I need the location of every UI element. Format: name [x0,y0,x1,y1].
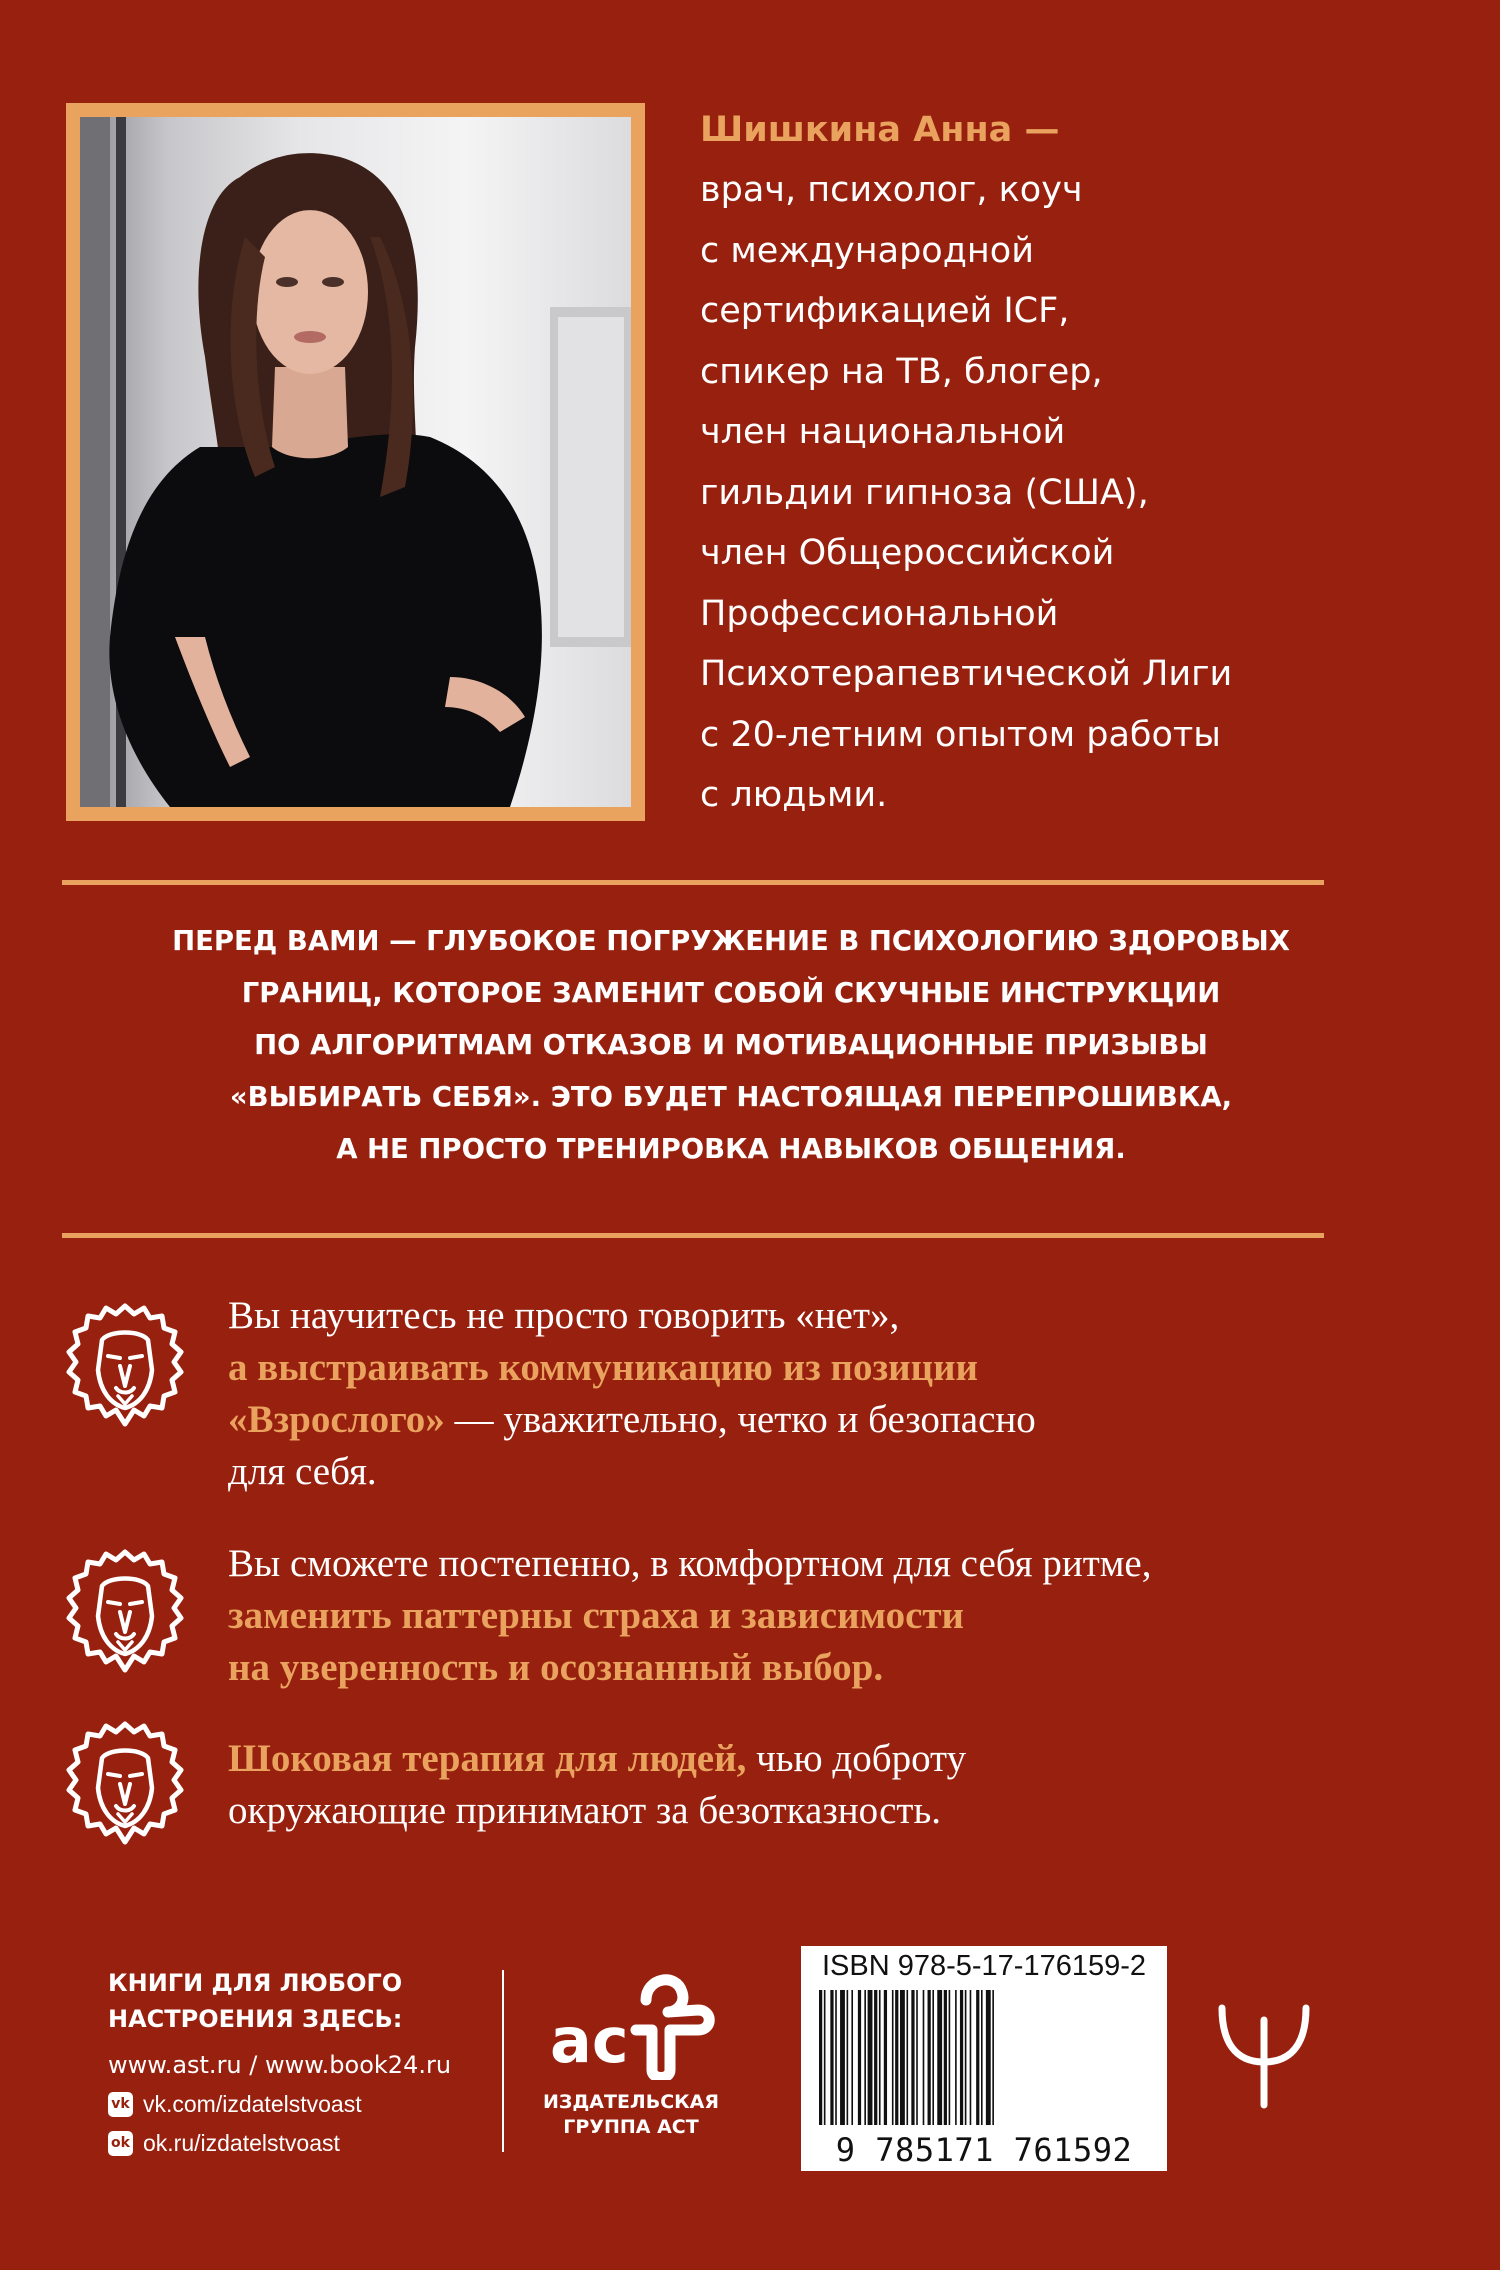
barcode-bar [824,1990,826,2125]
bio-line: сертификацией ICF, [700,291,1070,331]
lion-icon [64,1300,186,1430]
feature-text [228,1733,1428,1837]
website-links[interactable]: www.ast.ru / www.book24.ru [108,2051,452,2079]
barcode-bar [884,1990,887,2125]
barcode-bar [900,1990,905,2125]
links-heading: КНИГИ ДЛЯ ЛЮБОГО [108,1969,403,1997]
barcode-bar [965,1990,967,2125]
lion-icon [64,1718,186,1848]
divider-top [62,880,1324,885]
vk-link-text: vk.com/izdatelstvoast [143,2091,362,2117]
feature-highlight: а выстраивать коммуникацию из позиции [228,1346,979,1389]
feature-line [228,1733,1428,1785]
feature-line [228,1394,1428,1446]
barcode-bar [955,1990,957,2125]
bio-line: член национальной [700,412,1066,452]
author-photo-frame [66,103,645,821]
feature-line: Вы научитесь не просто говорить «нет», [228,1294,900,1337]
barcode-bar [986,1990,991,2125]
bio-line: спикер на ТВ, блогер, [700,351,1103,392]
barcode-bar [923,1990,925,2125]
feature-line: Вы сможете постепенно, в комфортном для себя ритме, [228,1542,1152,1585]
vk-icon: vk [108,2092,133,2117]
author-photo [80,117,631,807]
barcode-bar [892,1990,894,2125]
barcode-bar [937,1990,942,2125]
author-bio [700,100,1460,826]
feature-line-rest: — уважительно, четко и безопасно [444,1398,1036,1441]
author-portrait-image [80,117,631,807]
barcode-bar [879,1990,881,2125]
bio-line: Психотерапевтической Лиги [700,654,1233,694]
feature-highlight: заменить паттерны страха и зависимости [228,1594,965,1637]
bio-line: с людьми. [700,775,888,815]
barcode-bar [992,1990,994,2125]
barcode-bar [960,1990,963,2125]
intro-line: А НЕ ПРОСТО ТРЕНИРОВКА НАВЫКОВ ОБЩЕНИЯ. [336,1133,1126,1165]
barcode-bar [928,1990,931,2125]
feature-line: для себя. [228,1450,377,1493]
feature-line-rest: чью доброту [746,1737,967,1780]
isbn-barcode [801,1946,1167,2171]
feature-text [228,1538,1428,1694]
ok-link[interactable] [108,2130,508,2157]
publisher-name: ГРУППА АСТ [563,2116,699,2138]
barcode-bar [906,1990,908,2125]
isbn-number: ISBN 978-5-17-176159-2 [821,1950,1147,1982]
divider-bottom [62,1233,1324,1238]
ok-icon: ok [108,2131,133,2156]
feature-highlight: на уверенность и осознанный выбор. [228,1646,884,1689]
barcode-bar [970,1990,972,2125]
psi-symbol-icon [1214,2000,1314,2110]
ast-logo-mark [548,1970,718,2080]
bio-line: с 20-летним опытом работы [700,714,1221,755]
bio-line: Профессиональной [700,593,1059,634]
barcode-bar [895,1990,898,2125]
barcode-bar [874,1990,877,2125]
bio-line: гильдии гипноза (США), [700,472,1149,513]
intro-line: «ВЫБИРАТЬ СЕБЯ». ЭТО БУДЕТ НАСТОЯЩАЯ ПЕРЕПРОШИВКА, [229,1081,1233,1113]
ean-number: 9 785171 761592 [835,2131,1133,2169]
links-heading: НАСТРОЕНИЯ ЗДЕСЬ: [108,2005,403,2033]
barcode-bar [847,1990,849,2125]
bio-line: с международной [700,230,1034,271]
barcode-bar [819,1990,822,2125]
intro-line: ГРАНИЦ, КОТОРОЕ ЗАМЕНИТ СОБОЙ СКУЧНЫЕ ИНСТРУКЦИИ [241,977,1221,1009]
barcode-bar [976,1990,979,2125]
barcode-bar [858,1990,861,2125]
barcode-bar [932,1990,934,2125]
lion-icon [64,1546,186,1676]
feature-highlight: «Взрослого» [228,1398,445,1441]
barcode-bar [864,1990,866,2125]
barcode-bar [916,1990,918,2125]
publisher-name: ИЗДАТЕЛЬСКАЯ [542,2091,720,2113]
barcode-bar [981,1990,983,2125]
barcode-bar [911,1990,914,2125]
barcode-bar [868,1990,873,2125]
intro-line: ПЕРЕД ВАМИ — ГЛУБОКОЕ ПОГРУЖЕНИЕ В ПСИХОЛОГИЮ ЗДОРОВЫХ [172,925,1290,957]
author-name: Шишкина Анна — [700,110,1060,150]
feature-line: окружающие принимают за безотказность. [228,1789,941,1832]
bio-line: член Общероссийской [700,533,1115,573]
feature-highlight: Шоковая терапия для людей, [228,1737,747,1780]
barcode-bar [949,1990,951,2125]
barcode-bars [819,1990,1149,2125]
ok-link-text: ok.ru/izdatelstvoast [143,2130,340,2156]
vk-link[interactable] [108,2091,508,2118]
publisher-links [108,1965,508,2157]
footer-separator [502,1970,504,2152]
ast-logo-text: ac [550,2004,629,2077]
barcode-bar [830,1990,833,2125]
intro-line: ПО АЛГОРИТМАМ ОТКАЗОВ И МОТИВАЦИОННЫЕ ПРИЗЫВЫ [254,1029,1208,1061]
intro-paragraph [40,915,1422,1175]
barcode-bar [851,1990,853,2125]
barcode-bar [944,1990,947,2125]
barcode-bar [835,1990,837,2125]
publisher-logo [536,1970,726,2140]
feature-text [228,1290,1428,1498]
bio-line: врач, психолог, коуч [700,170,1083,210]
barcode-bar [840,1990,845,2125]
